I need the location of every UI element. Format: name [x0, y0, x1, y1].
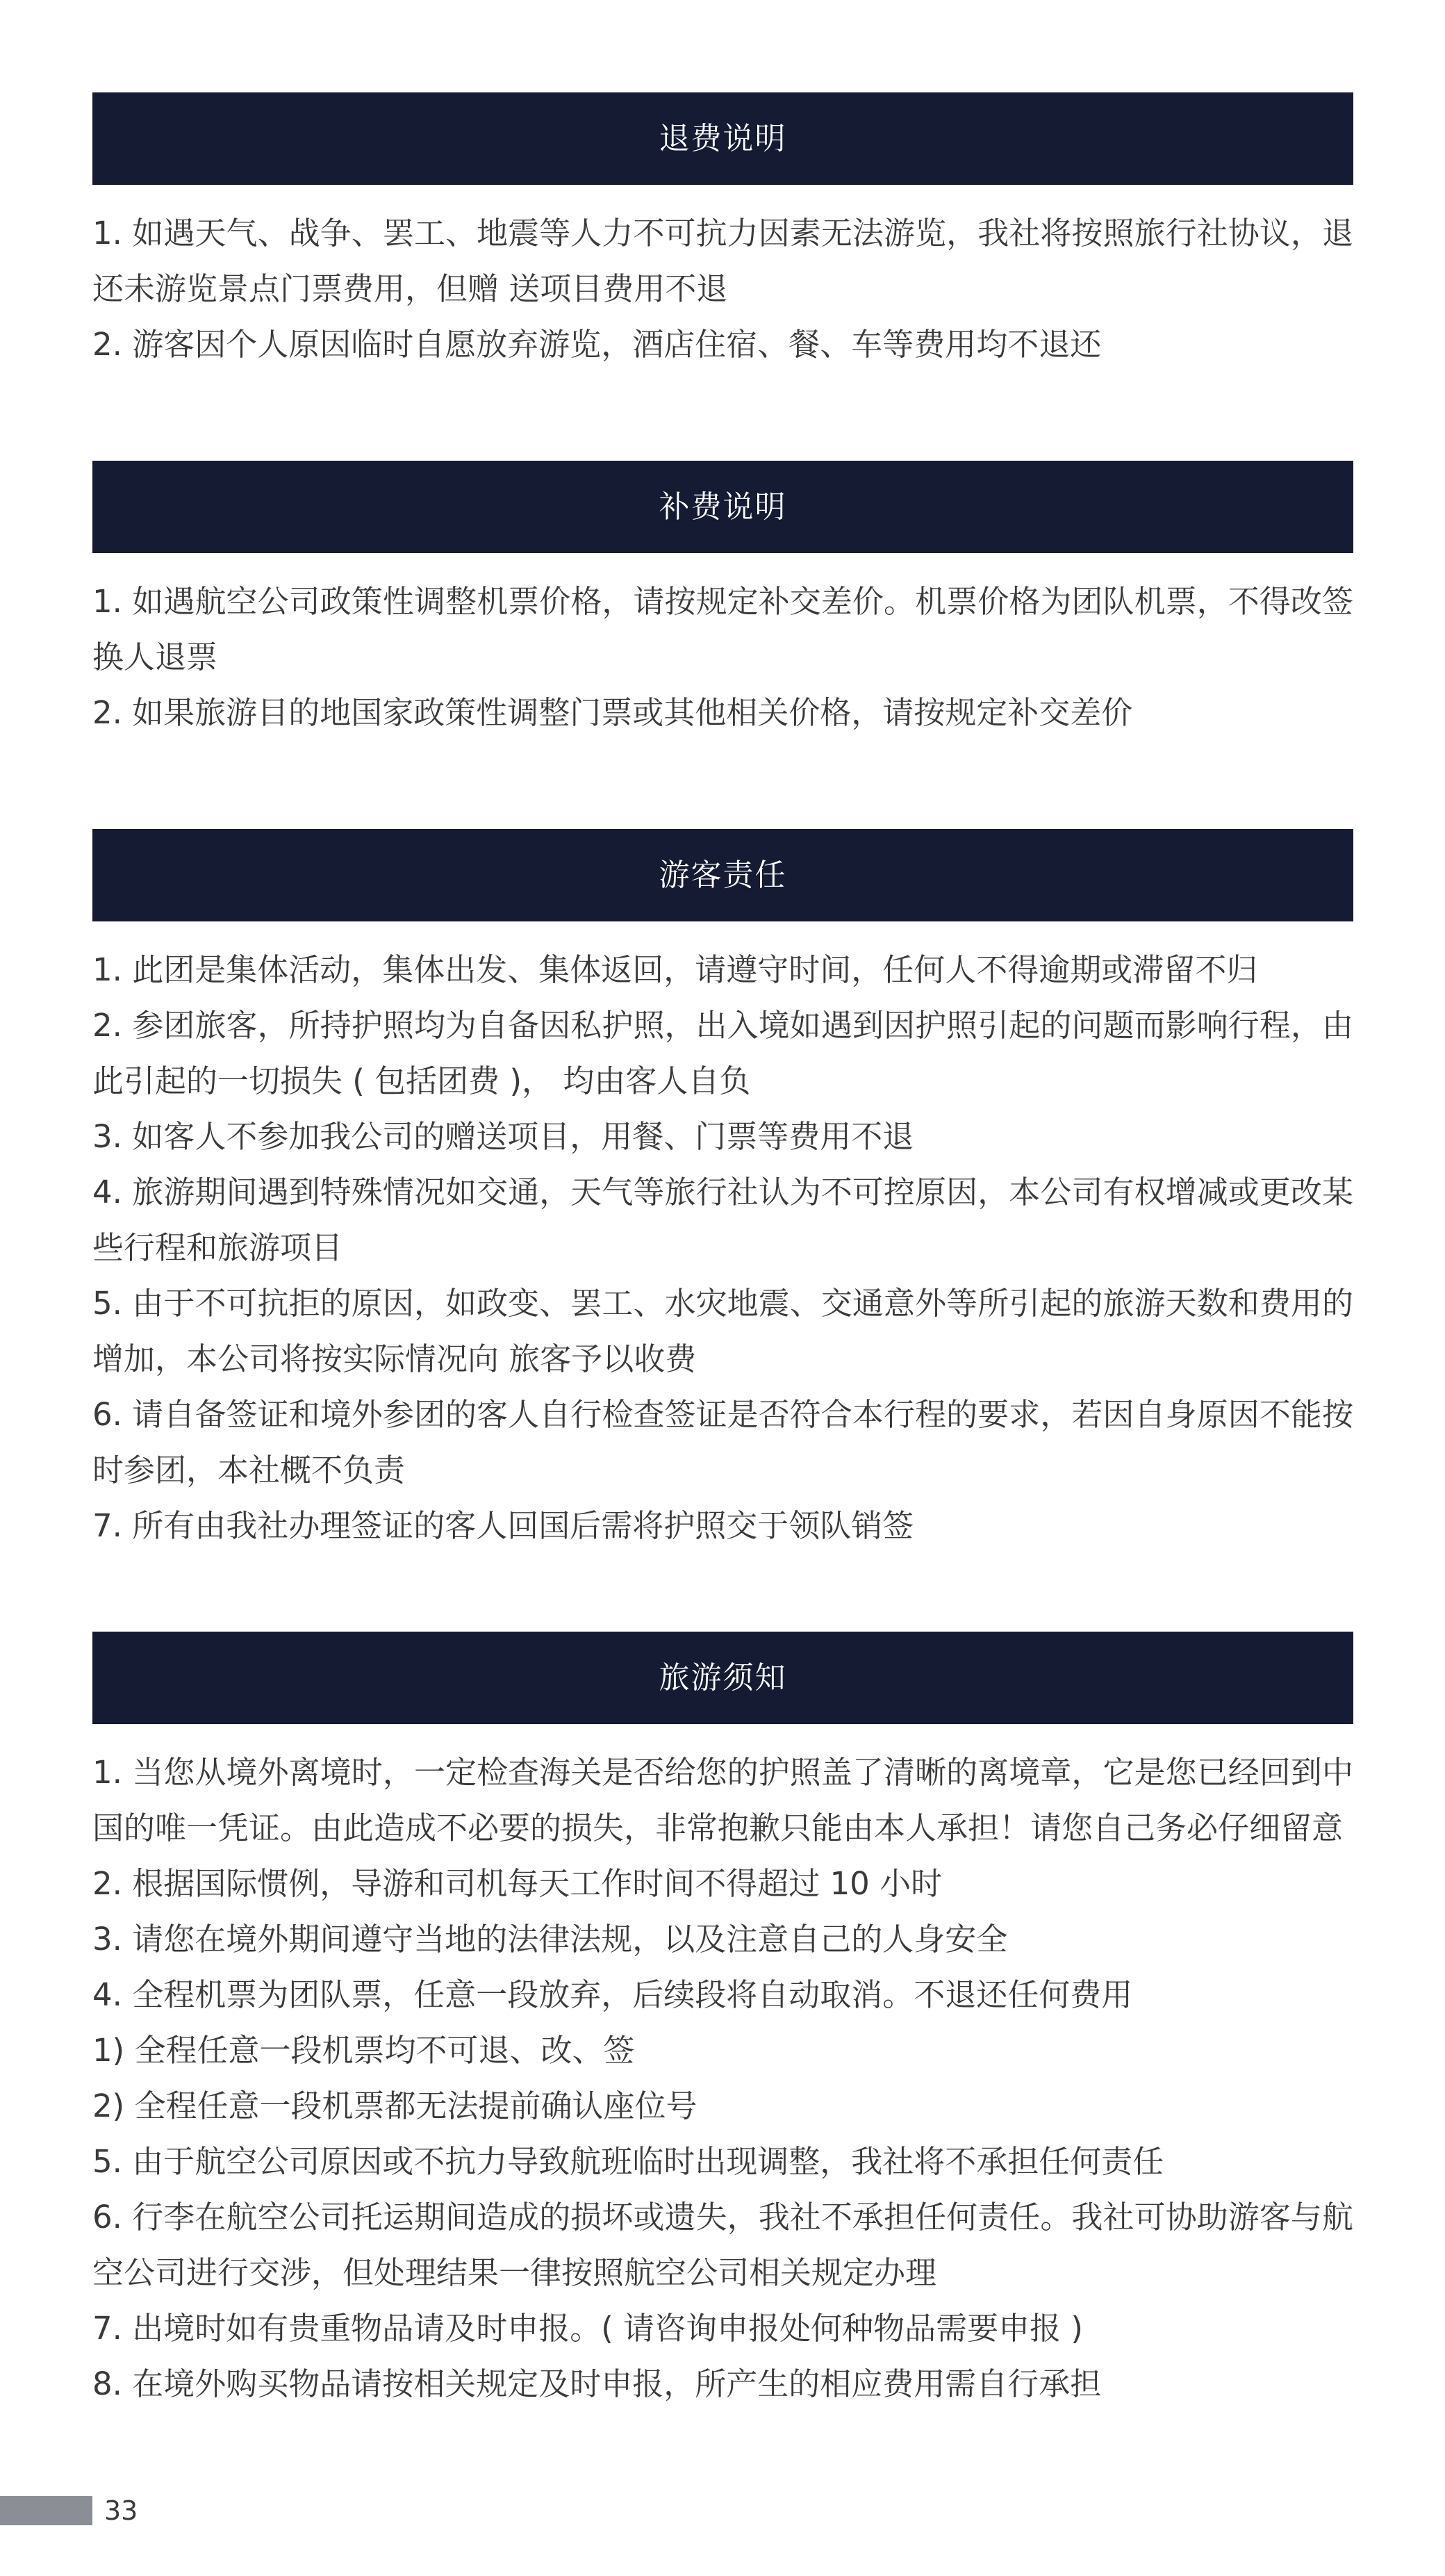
list-item: 6. 行李在航空公司托运期间造成的损坏或遗失，我社不承担任何责任。我社可协助游客与航空公司进行交涉，但处理结果一律按照航空公司相关规定办理: [92, 2199, 1353, 2291]
list-item: 2. 游客因个人原因临时自愿放弃游览，酒店住宿、餐、车等费用均不退还: [92, 326, 1102, 363]
list-item: 4. 全程机票为团队票，任意一段放弃，后续段将自动取消。不退还任何费用: [92, 1976, 1133, 2013]
section-list: [92, 574, 1353, 741]
list-item: 1. 如遇航空公司政策性调整机票价格，请按规定补交差价。机票价格为团队机票，不得改签换人退票: [92, 583, 1353, 675]
list-item: 1. 如遇天气、战争、罢工、地震等人力不可抗力因素无法游览，我社将按照旅行社协议，退还未游览景点门票费用，但赠 送项目费用不退: [92, 215, 1353, 307]
section-list: [92, 1745, 1353, 2412]
section-travel-notes: [92, 1632, 1353, 2412]
list-item: 6. 请自备签证和境外参团的客人自行检查签证是否符合本行程的要求，若因自身原因不能按时参团，本社概不负责: [92, 1396, 1353, 1488]
section-title: 旅游须知: [92, 1632, 1353, 1724]
list-item: 5. 由于不可抗拒的原因，如政变、罢工、水灾地震、交通意外等所引起的旅游天数和费用的增加，本公司将按实际情况向 旅客予以收费: [92, 1285, 1353, 1377]
list-item: 3. 如客人不参加我公司的赠送项目，用餐、门票等费用不退: [92, 1118, 914, 1155]
section-responsibility: [92, 829, 1353, 1554]
section-refund: [92, 92, 1353, 372]
list-item: 4. 旅游期间遇到特殊情况如交通，天气等旅行社认为不可控原因，本公司有权增减或更改某些行程和旅游项目: [92, 1174, 1353, 1266]
section-list: [92, 942, 1353, 1554]
section-list: [92, 206, 1353, 372]
list-item: 8. 在境外购买物品请按相关规定及时申报，所产生的相应费用需自行承担: [92, 2365, 1102, 2402]
page-number: 33: [104, 2495, 138, 2526]
list-item: 3. 请您在境外期间遵守当地的法律法规，以及注意自己的人身安全: [92, 1921, 1008, 1958]
list-item: 2. 如果旅游目的地国家政策性调整门票或其他相关价格，请按规定补交差价: [92, 694, 1133, 731]
list-item: 7. 所有由我社办理签证的客人回国后需将护照交于领队销签: [92, 1507, 914, 1544]
list-item: 1. 此团是集体活动，集体出发、集体返回，请遵守时间，任何人不得逾期或滞留不归: [92, 951, 1258, 988]
section-supplement: [92, 461, 1353, 741]
footer-accent-bar: [0, 2496, 92, 2525]
section-title: 游客责任: [92, 829, 1353, 921]
list-item: 2. 根据国际惯例，导游和司机每天工作时间不得超过 10 小时: [92, 1865, 943, 1902]
section-title: 补费说明: [92, 461, 1353, 553]
section-title: 退费说明: [92, 92, 1353, 185]
list-item: 1. 当您从境外离境时，一定检查海关是否给您的护照盖了清晰的离境章，它是您已经回到中国的唯一凭证。由此造成不必要的损失，非常抱歉只能由本人承担！请您自己务必仔细留意: [92, 1754, 1353, 1846]
list-item: 7. 出境时如有贵重物品请及时申报。( 请咨询申报处何种物品需要申报 ): [92, 2310, 1083, 2347]
list-item: 2. 参团旅客，所持护照均为自备因私护照，出入境如遇到因护照引起的问题而影响行程，由此引起的一切损失 ( 包括团费 )， 均由客人自负: [92, 1007, 1353, 1099]
list-item: 1) 全程任意一段机票均不可退、改、签: [92, 2032, 635, 2069]
list-item: 5. 由于航空公司原因或不抗力导致航班临时出现调整，我社将不承担任何责任: [92, 2143, 1164, 2180]
list-item: 2) 全程任意一段机票都无法提前确认座位号: [92, 2087, 697, 2124]
